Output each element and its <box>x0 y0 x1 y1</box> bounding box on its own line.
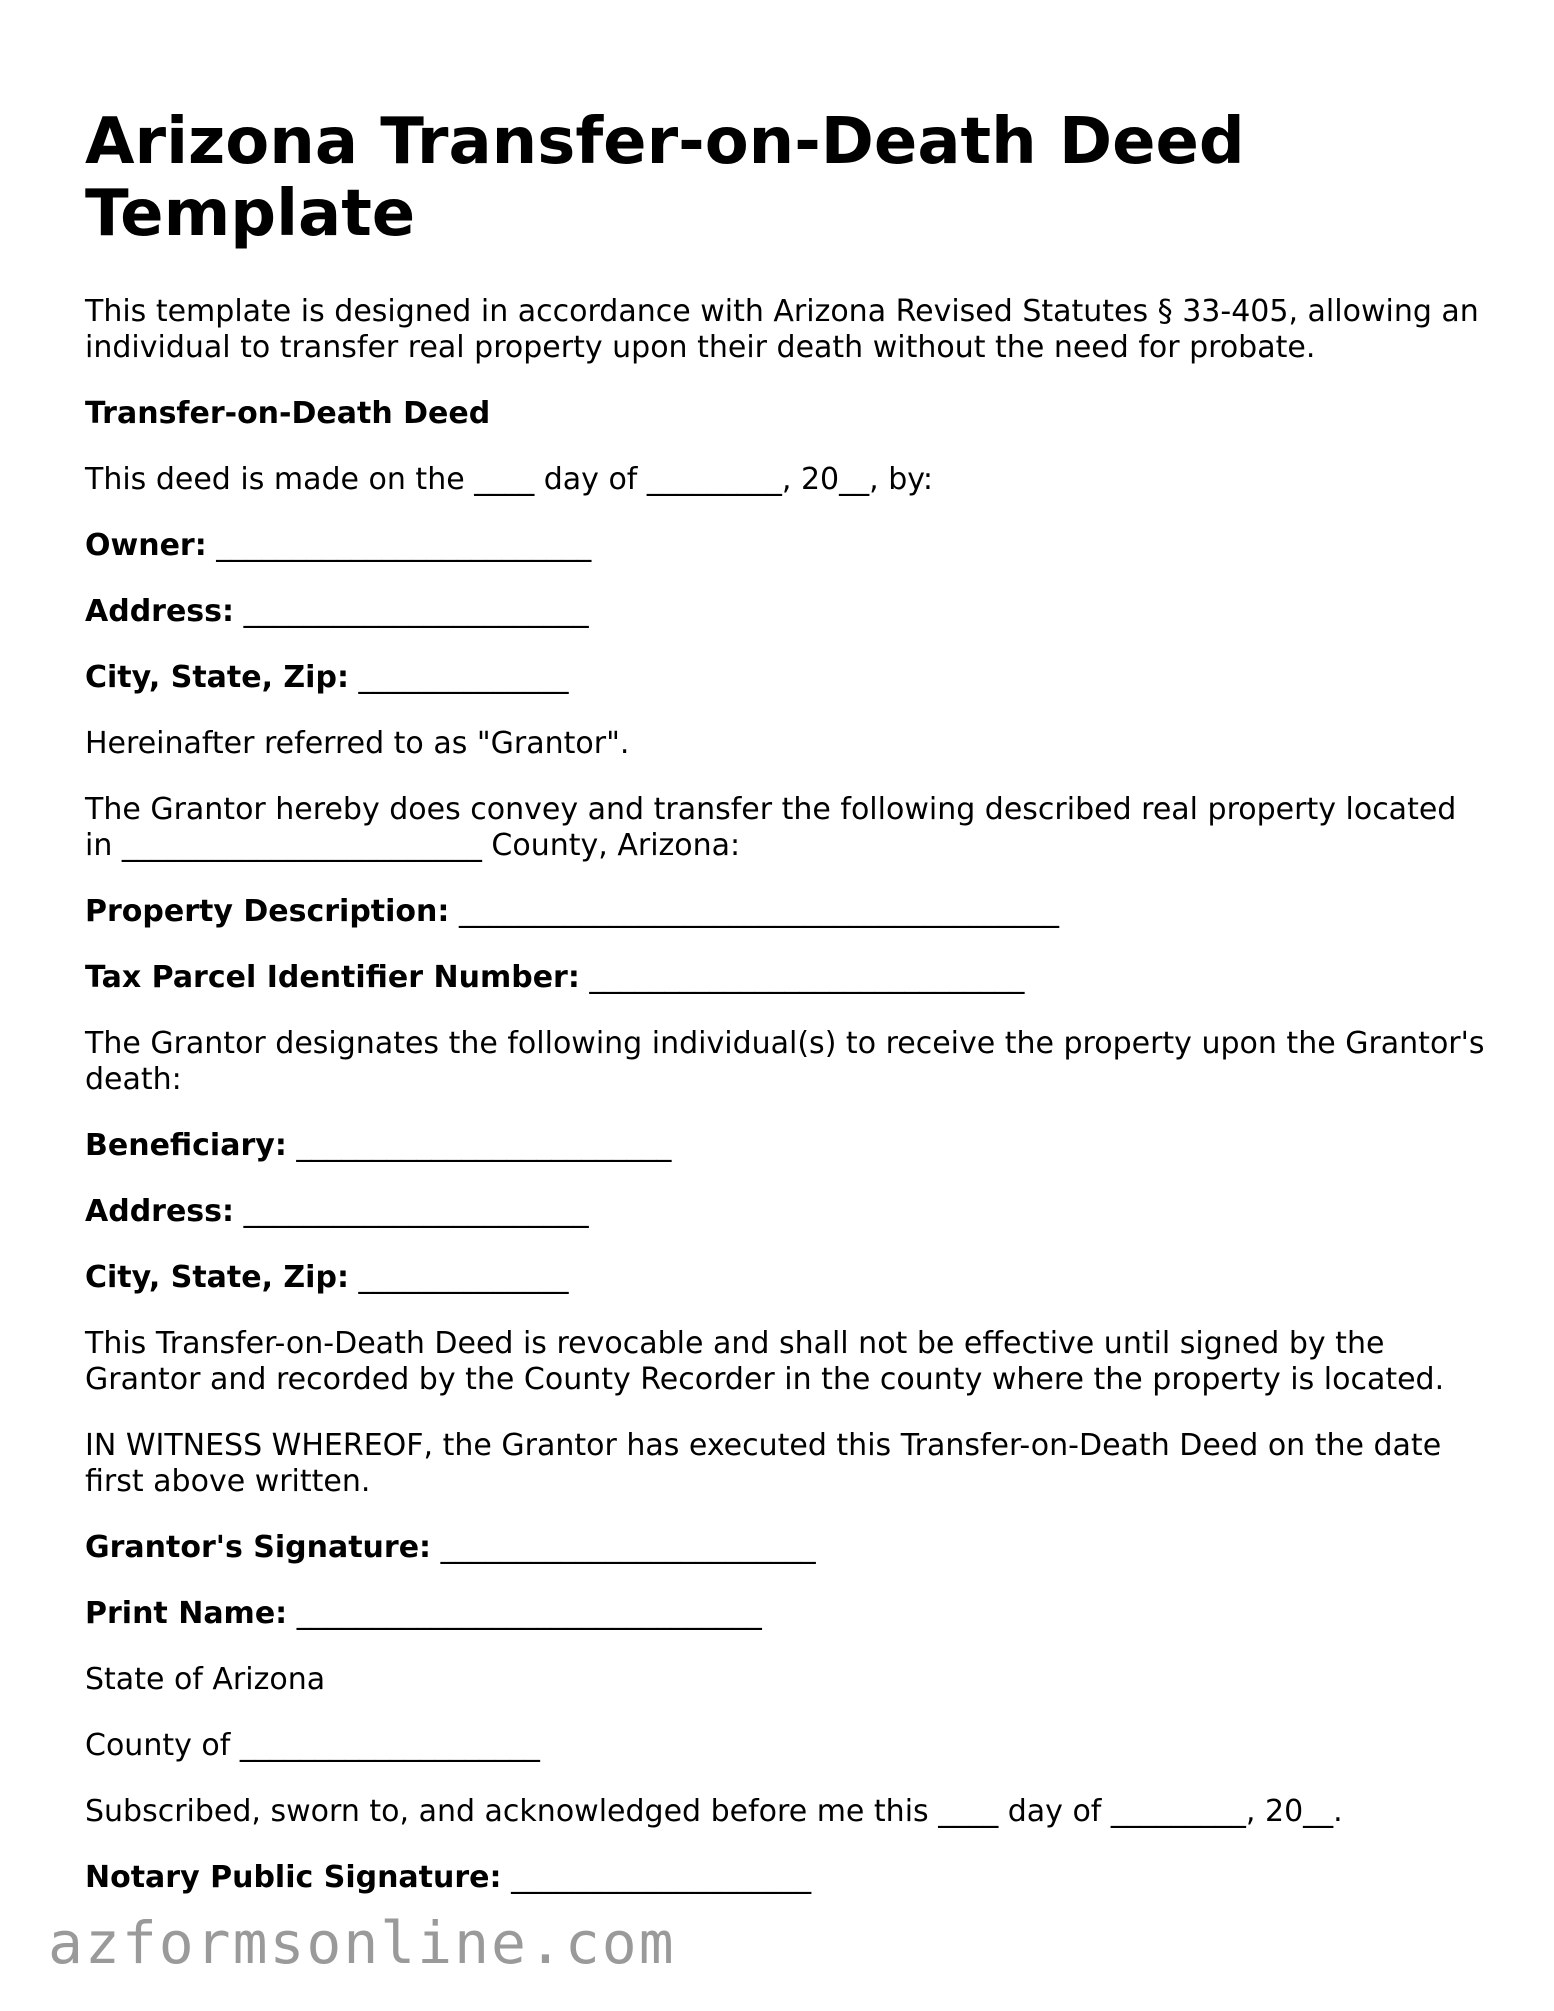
beneficiary-blank: _________________________ <box>296 1128 672 1163</box>
county-line: County of ____________________ <box>85 1728 540 1763</box>
grantor-signature-label: Grantor's Signature: <box>85 1530 432 1565</box>
print-name-blank: _______________________________ <box>296 1596 762 1631</box>
beneficiary-label: Beneficiary: <box>85 1128 287 1163</box>
grantor-signature-blank: _________________________ <box>440 1530 816 1565</box>
beneficiary-field <box>85 1128 1485 1164</box>
beneficiary-address-blank: _______________________ <box>243 1194 589 1229</box>
notary-signature-blank: ____________________ <box>511 1860 812 1895</box>
owner-city-field <box>85 660 1485 696</box>
beneficiary-city-blank: ______________ <box>358 1260 569 1295</box>
property-description-field <box>85 894 1485 930</box>
intro-paragraph: This template is designed in accordance with Arizona Revised Statutes § 33-405, allowing an individual to transfer real property upon their death without the need for probate. <box>85 294 1489 365</box>
notary-signature-field <box>85 1860 1485 1896</box>
tax-parcel-label: Tax Parcel Identifier Number: <box>85 960 580 995</box>
watermark-text: azformsonline.com <box>48 1909 676 1977</box>
owner-address-field <box>85 594 1485 630</box>
convey-paragraph: The Grantor hereby does convey and transfer the following described real property located in ________________________ County, Arizona: <box>85 792 1466 863</box>
owner-blank: _________________________ <box>216 528 592 563</box>
owner-city-blank: ______________ <box>358 660 569 695</box>
print-name-field <box>85 1596 1485 1632</box>
owner-city-label: City, State, Zip: <box>85 660 349 695</box>
grantor-reference: Hereinafter referred to as "Grantor". <box>85 726 630 761</box>
tax-parcel-blank: _____________________________ <box>589 960 1025 995</box>
owner-address-label: Address: <box>85 594 235 629</box>
subscribed-line: Subscribed, sworn to, and acknowledged before me this ____ day of _________, 20__. <box>85 1794 1343 1829</box>
owner-address-blank: _______________________ <box>243 594 589 629</box>
print-name-label: Print Name: <box>85 1596 288 1631</box>
beneficiary-address-field <box>85 1194 1485 1230</box>
witness-paragraph: IN WITNESS WHEREOF, the Grantor has executed this Transfer-on-Death Deed on the date first above written. <box>85 1428 1451 1499</box>
beneficiary-city-field <box>85 1260 1485 1296</box>
state-line: State of Arizona <box>85 1662 326 1697</box>
designates-paragraph: The Grantor designates the following individual(s) to receive the property upon the Grantor's death: <box>85 1026 1495 1097</box>
revocable-paragraph: This Transfer-on-Death Deed is revocable and shall not be effective until signed by the Grantor and recorded by the County Recorder in the county where the property is located. <box>85 1326 1445 1397</box>
beneficiary-address-label: Address: <box>85 1194 235 1229</box>
grantor-signature-field <box>85 1530 1485 1566</box>
property-description-blank: ________________________________________ <box>458 894 1059 929</box>
owner-field <box>85 528 1485 564</box>
notary-signature-label: Notary Public Signature: <box>85 1860 502 1895</box>
beneficiary-city-label: City, State, Zip: <box>85 1260 349 1295</box>
document-page <box>85 105 1495 1926</box>
property-description-label: Property Description: <box>85 894 450 929</box>
tax-parcel-field <box>85 960 1485 996</box>
deed-date-line: This deed is made on the ____ day of _________, 20__, by: <box>85 462 933 497</box>
document-title: Arizona Transfer-on-Death Deed Template <box>85 105 1245 251</box>
owner-label: Owner: <box>85 528 207 563</box>
section-heading: Transfer-on-Death Deed <box>85 396 491 431</box>
